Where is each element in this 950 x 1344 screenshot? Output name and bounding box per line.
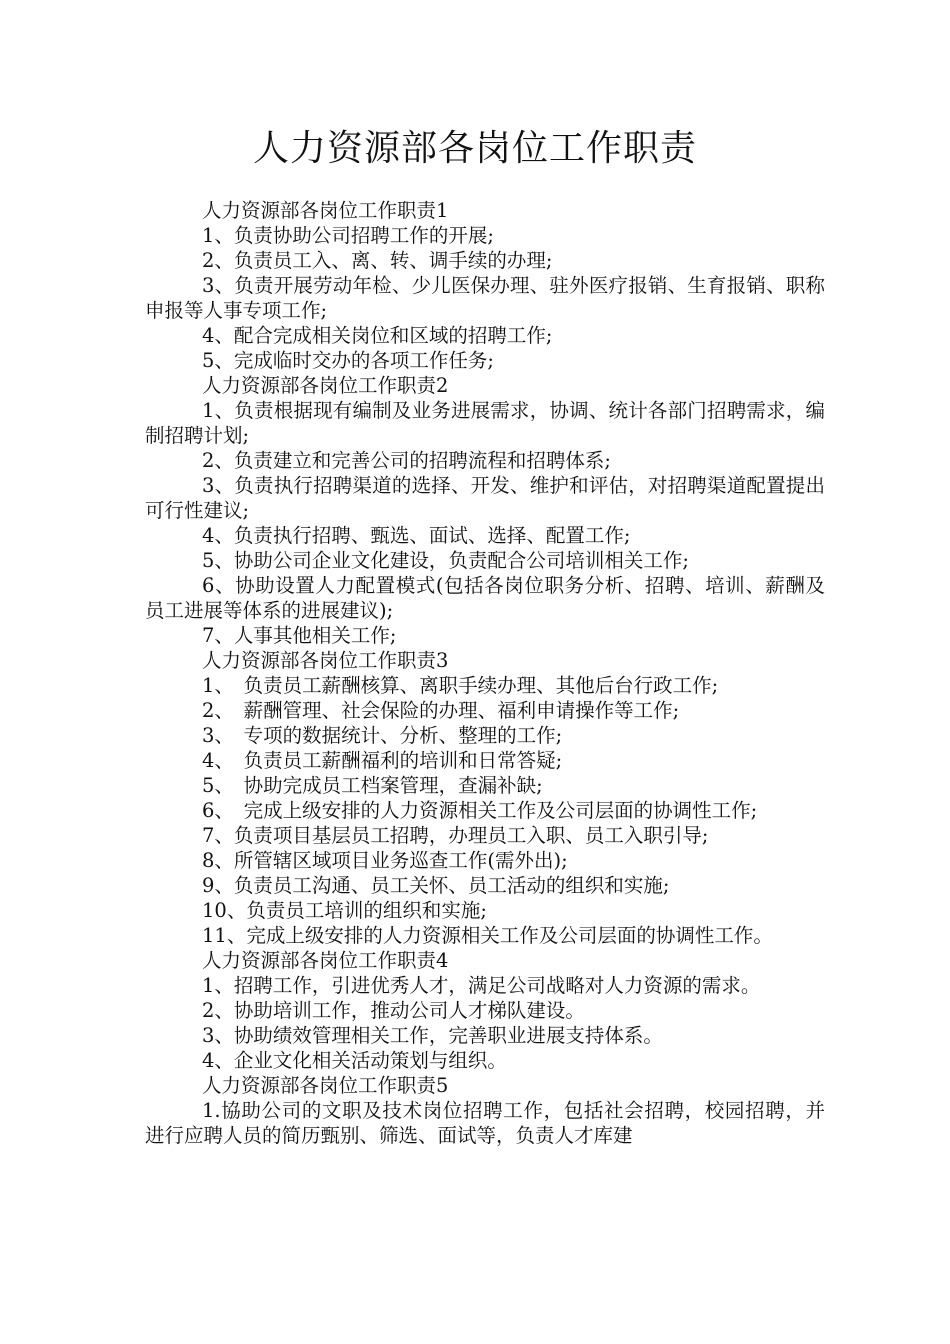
list-item: 7、负责项目基层员工招聘，办理员工入职、员工入职引导; (202, 824, 709, 847)
list-item: 3、协助绩效管理相关工作，完善职业进展支持体系。 (202, 1024, 663, 1047)
list-item: 5、完成临时交办的各项工作任务; (202, 349, 494, 372)
list-item: 7、人事其他相关工作; (202, 624, 397, 647)
list-item: 3、负责开展劳动年检、少儿医保办理、驻外医疗报销、生育报销、职称申报等人事专项工作; (145, 274, 825, 322)
list-item: 4、负责执行招聘、甄选、面试、选择、配置工作; (202, 524, 631, 547)
list-item: 4、企业文化相关活动策划与组织。 (202, 1049, 507, 1072)
list-item: 2、负责建立和完善公司的招聘流程和招聘体系; (202, 449, 611, 472)
list-item: 4、配合完成相关岗位和区域的招聘工作; (202, 324, 553, 347)
list-item: 9、负责员工沟通、员工关怀、员工活动的组织和实施; (202, 874, 670, 897)
list-item: 3、 专项的数据统计、分析、整理的工作; (202, 724, 563, 747)
list-item: 1、负责根据现有编制及业务进展需求，协调、统计各部门招聘需求，编制招聘计划; (145, 399, 825, 447)
list-item: 5、 协助完成员工档案管理，查漏补缺; (202, 774, 543, 797)
list-item: 2、负责员工入、离、转、调手续的办理; (202, 249, 553, 272)
list-item: 11、完成上级安排的人力资源相关工作及公司层面的协调性工作。 (202, 924, 773, 947)
section-heading: 人力资源部各岗位工作职责3 (202, 649, 449, 672)
list-item: 1、 负责员工薪酬核算、离职手续办理、其他后台行政工作; (202, 674, 719, 697)
document-body (145, 198, 825, 1148)
section-heading: 人力资源部各岗位工作职责5 (202, 1074, 449, 1097)
section-heading: 人力资源部各岗位工作职责4 (202, 949, 449, 972)
list-item: 2、协助培训工作，推动公司人才梯队建设。 (202, 999, 585, 1022)
list-item: 1.協助公司的文职及技术岗位招聘工作，包括社会招聘，校园招聘，并进行应聘人员的简历甄别、筛选、面试等，负责人才库建 (145, 1099, 825, 1147)
list-item: 10、负责员工培训的组织和实施; (202, 899, 487, 922)
list-item: 6、协助设置人力配置模式(包括各岗位职务分析、招聘、培训、薪酬及员工进展等体系的进展建议); (145, 574, 825, 622)
list-item: 6、 完成上级安排的人力资源相关工作及公司层面的协调性工作; (202, 799, 758, 822)
section-heading: 人力资源部各岗位工作职责1 (202, 199, 449, 222)
list-item: 2、 薪酬管理、社会保险的办理、福利申请操作等工作; (202, 699, 680, 722)
section-heading: 人力资源部各岗位工作职责2 (202, 374, 449, 397)
list-item: 4、 负责员工薪酬福利的培训和日常答疑; (202, 749, 563, 772)
list-item: 1、负责协助公司招聘工作的开展; (202, 224, 494, 247)
list-item: 3、负责执行招聘渠道的选择、开发、维护和评估，对招聘渠道配置提出可行性建议; (145, 474, 825, 522)
page-title: 人力资源部各岗位工作职责 (252, 128, 697, 169)
list-item: 1、招聘工作，引进优秀人才，满足公司战略对人力资源的需求。 (202, 974, 761, 997)
list-item: 5、协助公司企业文化建设，负责配合公司培训相关工作; (202, 549, 689, 572)
list-item: 8、所管辖区域项目业务巡查工作(需外出); (202, 849, 568, 872)
